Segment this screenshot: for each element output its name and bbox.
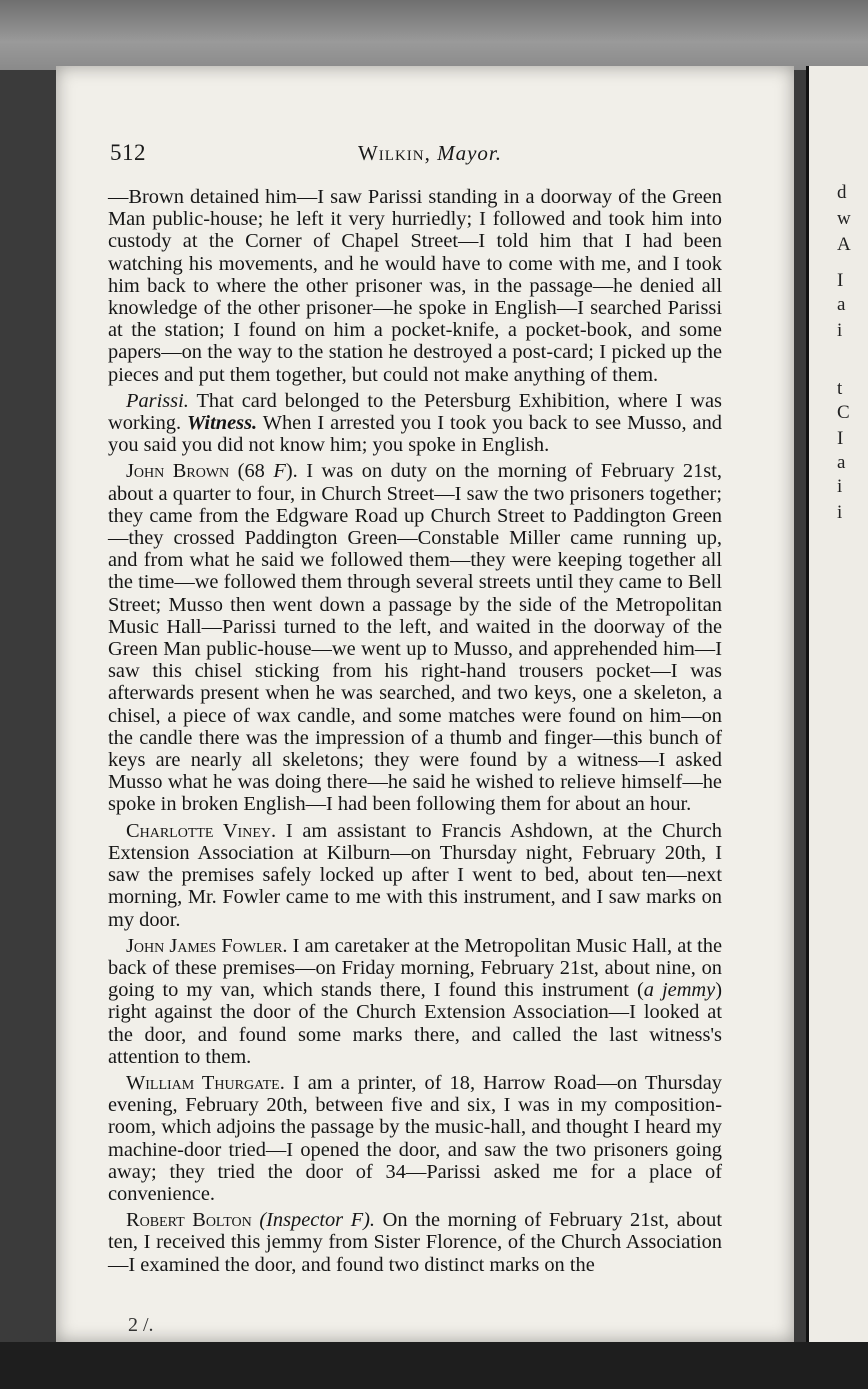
witness-rank-division: F bbox=[273, 460, 286, 483]
running-head-role: Mayor. bbox=[437, 141, 503, 165]
margin-fragment: a bbox=[837, 294, 846, 315]
witness-name: Charlotte Viney. bbox=[126, 819, 277, 842]
paragraph bbox=[108, 460, 722, 815]
margin-fragment: A bbox=[837, 234, 851, 255]
margin-fragment: I bbox=[837, 428, 844, 449]
paragraph bbox=[108, 935, 722, 1068]
margin-fragment: i bbox=[837, 502, 843, 523]
margin-fragment: d bbox=[837, 182, 847, 203]
witness-name: William Thurgate. bbox=[126, 1071, 285, 1094]
paragraph bbox=[108, 1209, 722, 1276]
margin-fragment: i bbox=[837, 320, 843, 341]
speaker-name: Witness. bbox=[187, 412, 258, 435]
facing-page-edge bbox=[806, 66, 868, 1342]
margin-fragment: w bbox=[837, 208, 851, 229]
margin-fragment: i bbox=[837, 476, 843, 497]
paragraph bbox=[108, 1072, 722, 1205]
jemmy-term: a jemmy bbox=[643, 979, 716, 1002]
paragraph bbox=[108, 390, 722, 457]
paragraph-text: That card belonged to the Petersburg Exhibition, where I was working. bbox=[108, 389, 722, 435]
paragraph-text: When I arrested you I took you back to see Musso, and you said you did not know him; you spoke in English. bbox=[108, 412, 722, 457]
paragraph: —Brown detained him—I saw Parissi standing in a doorway of the Green Man public-house; he left it very hurriedly; I followed and took him into custody at the Corner of Chapel Street—I told him that I had been watching his movements, and he would have to come with me, and I took him back to where the other prisoner was, in the passage—he denied all knowledge of the other prisoner—he spoke in English—I searched Parissi at the station; I found on him a pocket-knife, a pocket-book, and some papers—on the way to the station he destroyed a post-card; I picked up the pieces and put them together, but could not make anything of them. bbox=[108, 186, 722, 386]
paragraph-text: I am a printer, of 18, Harrow Road—on Thursday evening, February 20th, between five and six, I was in my composition-room, which adjoins the passage by the music-hall, and thought I heard my machine-door tried—I opened the door, and saw the two prisoners going away; they tried the door of 34—Parissi asked me for a place of convenience. bbox=[108, 1071, 722, 1205]
witness-name: John Brown bbox=[126, 460, 230, 483]
paragraph-text: On the morning of February 21st, about ten, I received this jemmy from Sister Florence, of the Church Association—I examined the door, and found two distinct marks on the bbox=[108, 1209, 722, 1276]
binding-edge bbox=[0, 0, 868, 70]
paragraph-text: I am caretaker at the Metropolitan Music Hall, at the back of these premises—on Friday morning, February 21st, about nine, on going to my van, which stands there, I found this instrument ( bbox=[108, 934, 723, 1002]
running-head bbox=[110, 141, 750, 166]
witness-name: John James Fowler. bbox=[126, 934, 288, 957]
paragraph-text: ) right against the door of the Church Extension Association—I looked at the door, and found some marks there, and called the last witness's attention to them. bbox=[108, 979, 722, 1068]
margin-fragment: I bbox=[837, 270, 844, 291]
paragraph-text: I am assistant to Francis Ashdown, at the Church Extension Association at Kilburn—on Thursday night, February 20th, I saw the premises safely locked up after I went to bed, about ten—next morning, Mr. Fowler came to me with this instrument, and I saw marks on my door. bbox=[108, 819, 722, 931]
paragraph-text: I was on duty on the morning of February 21st, about a quarter to four, in Church Street—I saw the two prisoners together; they came from the Edgware Road up Church Street to Paddington Green—they crossed Paddington Green—Constable Miller came running up, and from what he said we followed them—they were keeping together all the time—we followed them through several streets until they came to Bell Street; Musso then went down a passage by the side of the Metropolitan Music Hall—Parissi turned to the left, and waited in the doorway of the Green Man public-house—we went up to Musso, and apprehended him—I saw this chisel sticking from his right-hand trousers pocket—I was afterwards present when he was searched, and two keys, one a skeleton, a chisel, a piece of wax candle, and some matches were found on him—on the candle there was the impression of a thumb and finger—this bunch of keys are nearly all skeletons; they were found by a witness—I asked Musso what he was doing there—he said he wished to relieve himself—he spoke in broken English—I had been following them for about an hour. bbox=[108, 460, 722, 816]
margin-fragment: a bbox=[837, 452, 846, 473]
witness-rank-open: (68 bbox=[237, 460, 274, 483]
signature-mark: 2 /. bbox=[128, 1314, 154, 1336]
page-number: 512 bbox=[110, 140, 146, 165]
page-body bbox=[108, 186, 722, 1276]
margin-fragment: t bbox=[837, 378, 843, 399]
page-header bbox=[110, 140, 750, 172]
speaker-name: Parissi. bbox=[126, 389, 189, 412]
witness-name: Robert Bolton bbox=[126, 1209, 252, 1232]
witness-rank: (Inspector F). bbox=[259, 1209, 376, 1232]
paragraph bbox=[108, 820, 722, 931]
running-head-name: Wilkin, bbox=[357, 141, 431, 165]
witness-rank-close: ). bbox=[285, 460, 298, 483]
margin-fragment: C bbox=[837, 402, 850, 423]
scan-bottom-edge bbox=[0, 1342, 868, 1389]
